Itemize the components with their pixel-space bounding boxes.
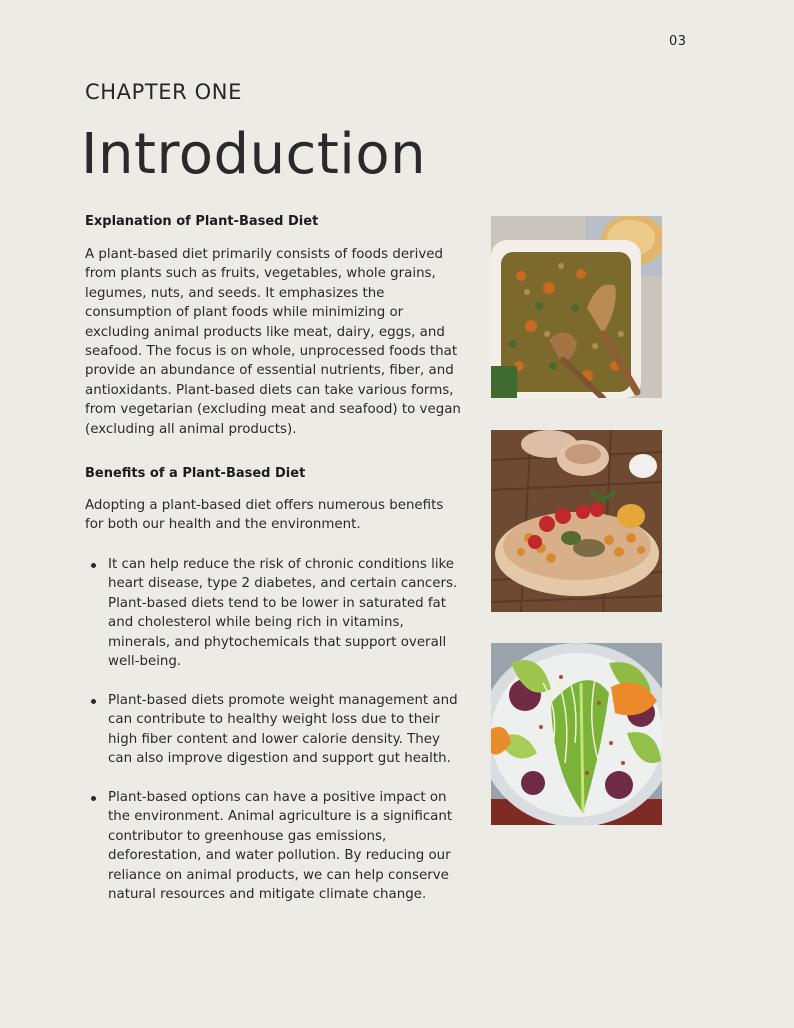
section-heading-explanation: Explanation of Plant-Based Diet bbox=[85, 214, 319, 229]
benefit-item: Plant-based diets promote weight management and can contribute to healthy weight loss due to their high fiber content and lower calorie density. They can also improve digestion and support gut health. bbox=[85, 691, 467, 769]
salad-photo bbox=[491, 643, 662, 825]
benefits-intro: Adopting a plant-based diet offers numerous benefits for both our health and the environment. bbox=[85, 498, 444, 533]
page-title: Introduction bbox=[81, 122, 427, 187]
benefits-list bbox=[85, 555, 467, 924]
vegetable-bowl-photo bbox=[491, 430, 662, 612]
benefit-item: It can help reduce the risk of chronic conditions like heart disease, type 2 diabetes, and certain cancers. Plant-based diets tend to be lower in saturated fat and cholesterol while being rich in vitamins, minerals, and phytochemicals that support overall well-being. bbox=[85, 555, 467, 671]
lentil-dish-photo bbox=[491, 216, 662, 398]
explanation-paragraph: A plant-based diet primarily consists of foods derived from plants such as fruits, vegetables, whole grains, legumes, nuts, and seeds. It emphasizes the consumption of plant foods while minimizing or excluding animal products like meat, dairy, eggs, and seafood. The focus is on whole, unprocessed foods that provide an abundance of essential nutrients, fiber, and antioxidants. Plant-based diets can take various forms, from vegetarian (excluding meat and seafood) to vegan (excluding all animal products). bbox=[85, 247, 461, 437]
section-heading-benefits: Benefits of a Plant-Based Diet bbox=[85, 466, 306, 481]
chapter-label: CHAPTER ONE bbox=[85, 80, 242, 104]
benefit-item: Plant-based options can have a positive impact on the environment. Animal agriculture is a significant contributor to greenhouse gas emissions, deforestation, and water pollution. By reducing our reliance on animal products, we can help conserve natural resources and mitigate climate change. bbox=[85, 788, 467, 904]
page-number: 03 bbox=[669, 34, 687, 49]
